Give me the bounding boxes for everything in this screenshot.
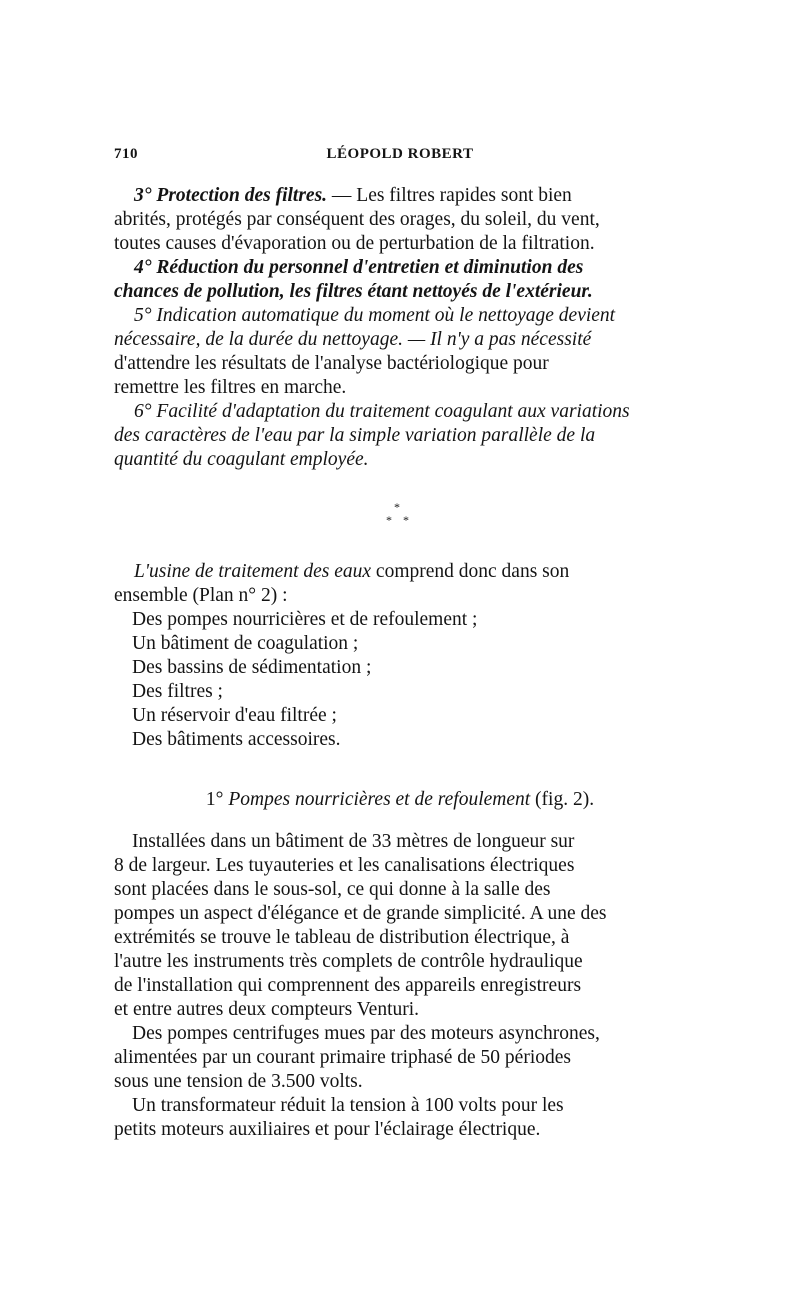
item-4-line-1: 4° Réduction du personnel d'entretien et diminution des [134,257,584,278]
asterism-separator [378,500,422,534]
list-item: Un réservoir d'eau filtrée ; [132,705,337,726]
item-5-line-2: nécessaire, de la durée du nettoyage. — Il n'y a pas nécessité [114,329,592,350]
paragraph-1-line: l'autre les instruments très complets de contrôle hydraulique [114,951,583,972]
item-6-line-1: 6° Facilité d'adaptation du traitement coagulant aux variations [134,401,630,422]
item-5-line-1: 5° Indication automatique du moment où le nettoyage devient [134,305,616,326]
paragraph-1-line: extrémités se trouve le tableau de distribution électrique, à [114,927,570,948]
section-heading [114,788,686,812]
paragraph-2-line: Des pompes centrifuges mues par des moteurs asynchrones, [132,1023,600,1044]
item-3-line-3: toutes causes d'évaporation ou de perturbation de la filtration. [114,233,595,254]
intro-line-1: L'usine de traitement des eaux comprend donc dans son [134,561,570,582]
item-5-line-3: d'attendre les résultats de l'analyse bactériologique pour [114,353,549,374]
item-3-line-1: 3° Protection des filtres. — Les filtres rapides sont bien [134,185,572,206]
intro-line-2: ensemble (Plan n° 2) : [114,585,288,606]
item-4-line-2: chances de pollution, les filtres étant nettoyés de l'extérieur. [114,281,593,302]
asterism-star: * [403,513,409,527]
item-6-line-3: quantité du coagulant employée. [114,449,369,470]
paragraph-3-line: Un transformateur réduit la tension à 100 volts pour les [132,1095,564,1116]
section-figure-ref: (fig. 2). [535,789,595,810]
running-head-author: LÉOPOLD ROBERT [326,146,474,162]
item-6-line-2: des caractères de l'eau par la simple variation parallèle de la [114,425,596,446]
paragraph-1-line: sont placées dans le sous-sol, ce qui donne à la salle des [114,879,551,900]
running-header [114,146,686,170]
item-3-line-2: abrités, protégés par conséquent des orages, du soleil, du vent, [114,209,600,230]
list-item: Des pompes nourricières et de refoulement ; [132,609,478,630]
asterism-star: * [386,513,392,527]
list-item: Un bâtiment de coagulation ; [132,633,359,654]
section-title: Pompes nourricières et de refoulement [228,789,531,810]
paragraph-1-line: et entre autres deux compteurs Venturi. [114,999,420,1020]
plant-overview [114,560,686,752]
paragraph-2-line: sous une tension de 3.500 volts. [114,1071,363,1092]
paragraph-1-line: pompes un aspect d'élégance et de grande simplicité. A une des [114,903,607,924]
list-item: Des bassins de sédimentation ; [132,657,372,678]
paragraph-2-line: alimentées par un courant primaire triphasé de 50 périodes [114,1047,571,1068]
section-body [114,830,686,1142]
asterism-star: * [394,500,400,514]
list-item: Des filtres ; [132,681,223,702]
item-5-line-4: remettre les filtres en marche. [114,377,347,398]
advantages-list [114,184,686,472]
paragraph-3-line: petits moteurs auxiliaires et pour l'éclairage électrique. [114,1119,541,1140]
facilities-list [114,608,686,752]
page-number: 710 [114,146,138,162]
paragraph-1-line: 8 de largeur. Les tuyauteries et les canalisations électriques [114,855,575,876]
paragraph-1-line: Installées dans un bâtiment de 33 mètres de longueur sur [132,831,575,852]
section-number: 1° [205,789,224,810]
list-item: Des bâtiments accessoires. [132,729,341,750]
paragraph-1-line: de l'installation qui comprennent des appareils enregistreurs [114,975,582,996]
